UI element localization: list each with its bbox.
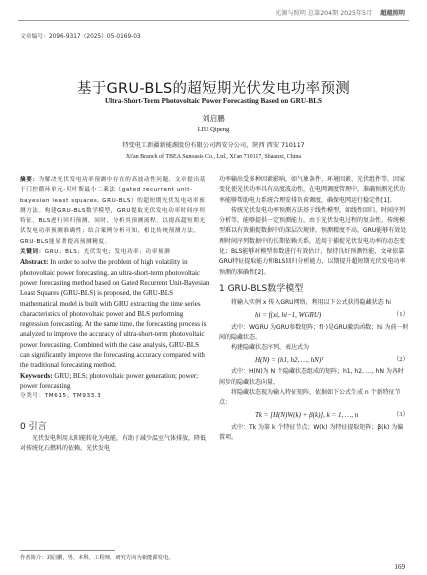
page-number: 169: [394, 563, 405, 571]
author-cn: 刘启鹏: [202, 114, 225, 123]
section-0-text: 光伏发电利用太阳能转化为电能，有助于减少温室气体排放，降低对传统化石燃料的依赖。光伏发电: [20, 435, 207, 453]
equation-1-body: hi = f(xi, hi−1, WGRU): [255, 311, 322, 320]
abstract-cn-text: 为解决光伏发电功率预测中存在的高波动性问题，文章提出基于门控循环单元-贝叶斯最小二乘法（gated recurrent unit-bayesian least squares, GRU-BLS）的超短期光伏发电功率预测方法。构建GRU-BLS数学模型，GRU提取光伏发电功率时间序列特征，BLS进行回归预测，同时，分析其预测流程，以提高超短期光伏发电功率预测准确性；结合案例分析可知，相比传统预测方法，GRU-BLS能显著提高预测精度。: [20, 177, 206, 245]
right-column: [219, 175, 409, 443]
section-1-paragraph-6: 式中：Tk 为第 k 个特征节点；W(k) 为特征提取矩阵；β(k) 为偏置项。: [219, 423, 404, 441]
intro-paragraph-1: 功率输出受多种因素影响，如气象条件、环境因素、光伏组件等，因家变化使光伏功率具有高度波动性，在电网调度管理中，准确预测光伏功率能够帮助电力系统合理安排负荷调度，确保电网运行稳定性[1]。: [219, 176, 406, 204]
equation-1: [219, 309, 409, 323]
article-id: 文章编号：2096-9317（2025）05-0169-03: [20, 34, 141, 40]
equation-2-body: H(N) = (h1, h2, …, hN)ᵀ: [255, 356, 324, 365]
title-en: Ultra-Short-Term Photovoltaic Power Forecasting Based on GRU-BLS: [104, 97, 323, 105]
equation-2-number: （2）: [392, 356, 409, 364]
abstract-en-text: In order to solve the problem of high volatility in photovoltaic power forecasting, an ultra-short-term photovoltaic power forecasting method based on Gated Recurrent Unit-Bayesian Least Squares (GRU-BLS) is proposed, the GRU-BLS mathematical model is built with GRU extracting the time series characteristics of photovoltaic power and BLS performing regression forecasting. At the same time, the forecasting process is analyzed to improve the accuracy of ultra-short-term photovoltaic power forecasting. Combined with the case analysis, GRU-BLS can significantly improve the forecasting accuracy compared with the traditional forecasting method.: [20, 258, 210, 370]
section-1-paragraph-2: 式中：WGRU 为GRU参数矩阵；f(·)是GRU激活函数；hi 为前一时间的隐藏状态。: [219, 323, 409, 341]
equation-3-body: Tk = [H(N)W(k) + β(k)], k = 1, …, n: [255, 411, 359, 420]
journal-name: 光源与照明 总第204期 2025年5月: [274, 10, 373, 17]
keywords-cn-text: GRU；BLS；光伏发电；发电功率；功率预测: [44, 249, 171, 256]
equation-2: [219, 353, 409, 367]
title-cn: 基于GRU-BLS的超短期光伏发电功率预测: [76, 81, 351, 97]
classification: 分类号：TM615；TM933.3: [20, 393, 102, 400]
section-name: 超越照明: [380, 10, 405, 17]
page-header: [0, 0, 427, 26]
equation-3: [219, 409, 409, 423]
keywords-en-text: GRU; BLS; photovoltaic power generation; power; power forecasting: [20, 371, 199, 390]
keywords-en-label: Keywords:: [20, 371, 53, 380]
footnote-rule: [20, 550, 115, 551]
abstract-cn: [20, 175, 210, 247]
abstract-en-label: Abstract:: [20, 258, 49, 267]
section-1-paragraph-5: 将隐藏状态视为输入特征矩阵，依据如下公式生成 n 个新特征节点：: [219, 389, 401, 407]
keywords-cn-label: 关键词：: [20, 249, 45, 256]
section-0-body: [20, 434, 210, 455]
section-1-paragraph-3: 构建隐藏状态序列，表达式为: [231, 344, 310, 352]
keywords-en: [20, 371, 210, 392]
left-column: [20, 175, 210, 402]
section-1-heading: 1 GRU-BLS数学模型: [219, 283, 304, 294]
keywords-cn: [20, 247, 210, 257]
section-1-paragraph-4: 式中：H(N)为 N 个隐藏状态组成的矩阵；h1, h2, …, hN 为各时间步的隐藏状态向量。: [219, 368, 404, 386]
abstract-cn-label: 摘要：: [20, 177, 39, 183]
abstract-en: [20, 257, 210, 370]
equation-1-number: （1）: [392, 311, 409, 319]
author-footnote: 作者简介：刘启鹏，男，本科，工程师，研究方向为新能源发电。: [20, 555, 174, 561]
affiliation-cn: 特变电工新疆新能源股份有限公司西安分公司，陕西 西安 710117: [122, 142, 305, 149]
author-en: LIU Qipeng: [197, 126, 230, 133]
journal-info: [275, 8, 405, 17]
section-0-heading: 0 引言: [20, 422, 47, 432]
section-1-paragraph-1: 将输入实例 x 传入GRU网络，利用以下公式获得隐藏状态 hi: [231, 299, 391, 307]
equation-3-number: （3）: [392, 411, 409, 419]
affiliation-en: Xi'an Branch of TBEA Sunoasis Co., Ltd., Xi'an 710117, Shaanxi, China: [125, 154, 302, 160]
header-rule: [18, 20, 409, 21]
intro-paragraph-2: 传统光伏发电功率预测方法基于线性模型，如线性回归、时间序列分析等，能够提供一定预测能力，由于光伏发电过程的复杂性，传统模型难以有效捕捉数据中的深层次规律，预测精度不高。GRU能够有效处理时间序列数据中的长期依赖关系，适用于捕捉光伏发电功率的动态变化；BLS能够对模型参数进行有效估计，保持良好预测性能，文章依靠GRU特征提取能力和BLS回归分析能力，以期提升超短期光伏发电功率预测的准确性[2]。: [219, 206, 407, 276]
